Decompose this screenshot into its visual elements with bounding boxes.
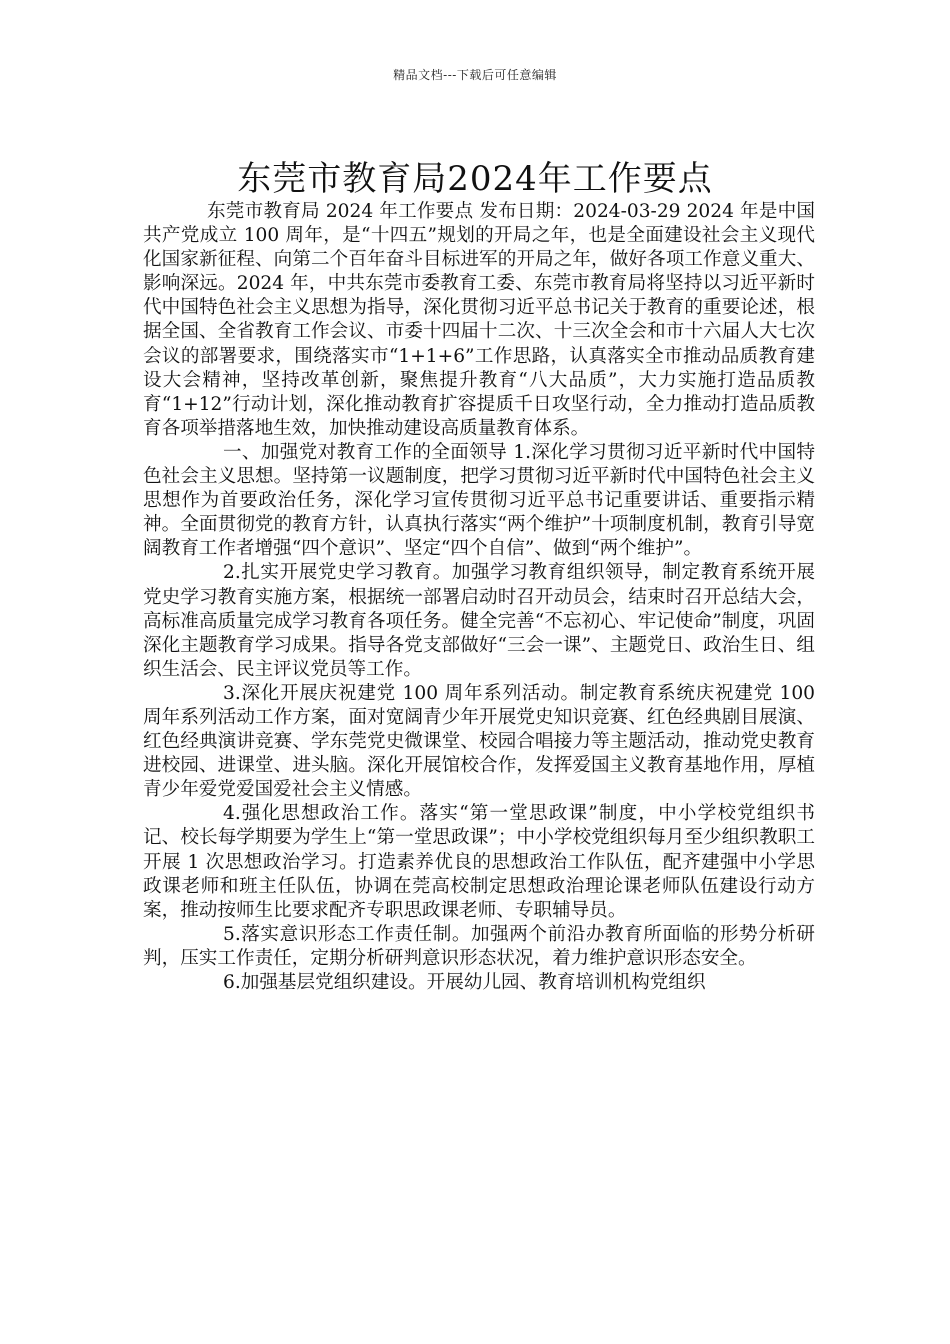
item-3-paragraph: 3.深化开展庆祝建党 100 周年系列活动。制定教育系统庆祝建党 100 周年系列活动工作方案，面对宽阔青少年开展党史知识竞赛、红色经典剧目展演、红色经典演讲竞赛、学东莞党史微课堂、校园合唱接力等主题活动，推动党史教育进校园、进课堂、进头脑。深化开展馆校合作，发挥爱国主义教育基地作用，厚植青少年爱党爱国爱社会主义情感。 bbox=[143, 682, 815, 801]
document-title: 东莞市教育局2024年工作要点 bbox=[237, 158, 713, 199]
page-header-note: 精品文档---下载后可任意编辑 bbox=[393, 68, 557, 82]
item-2-paragraph: 2.扎实开展党史学习教育。加强学习教育组织领导，制定教育系统开展党史学习教育实施方案，根据统一部署启动时召开动员会，结束时召开总结大会，高标准高质量完成学习教育各项任务。健全完善“不忘初心、牢记使命”制度，巩固深化主题教育学习成果。指导各党支部做好“三会一课”、主题党日、政治生日、组织生活会、民主评议党员等工作。 bbox=[143, 562, 815, 680]
item-4-paragraph: 4.强化思想政治工作。落实“第一堂思政课”制度，中小学校党组织书记、校长每学期要为学生上“第一堂思政课”；中小学校党组织每月至少组织教职工开展 1 次思想政治学习。打造素养优良的思想政治工作队伍，配齐建强中小学思政课老师和班主任队伍，协调在莞高校制定思想政治理论课老师队伍建设行动方案，推动按师生比要求配齐专职思政课老师、专职辅导员。 bbox=[143, 803, 815, 921]
section-1-paragraph: 一、加强党对教育工作的全面领导 1.深化学习贯彻习近平新时代中国特色社会主义思想。坚持第一议题制度，把学习贯彻习近平新时代中国特色社会主义思想作为首要政治任务，深化学习宣传贯彻习近平总书记重要讲话、重要指示精神。全面贯彻党的教育方针，认真执行落实“两个维护”十项制度机制，教育引导宽阔教育工作者增强“四个意识”、坚定“四个自信”、做到“两个维护”。 bbox=[143, 441, 815, 560]
document-body bbox=[143, 200, 815, 995]
item-5-paragraph: 5.落实意识形态工作责任制。加强两个前沿办教育所面临的形势分析研判，压实工作责任，定期分析研判意识形态状况，着力维护意识形态安全。 bbox=[143, 923, 815, 969]
item-6-paragraph: 6.加强基层党组织建设。开展幼儿园、教育培训机构党组织 bbox=[223, 972, 706, 993]
intro-paragraph: 东莞市教育局 2024 年工作要点 发布日期：2024-03-29 2024 年是中国共产党成立 100 周年，是“十四五”规划的开局之年，也是全面建设社会主义现代化国家新征程、向第二个百年奋斗目标进军的开局之年，做好各项工作意义重大、影响深远。2024 年，中共东莞市委教育工委、东莞市教育局将坚持以习近平新时代中国特色社会主义思想为指导，深化贯彻习近平总书记关于教育的重要论述，根据全国、全省教育工作会议、市委十四届十二次、十三次全会和市十六届人大七次会议的部署要求，围绕落实市“1+1+6”工作思路，认真落实全市推动品质教育建设大会精神，坚持改革创新，聚焦提升教育“八大品质”，大力实施打造品质教育“1+12”行动计划，深化推动教育扩容提质千日攻坚行动，全力推动打造品质教育各项举措落地生效，加快推动建设高质量教育体系。 bbox=[143, 201, 815, 439]
